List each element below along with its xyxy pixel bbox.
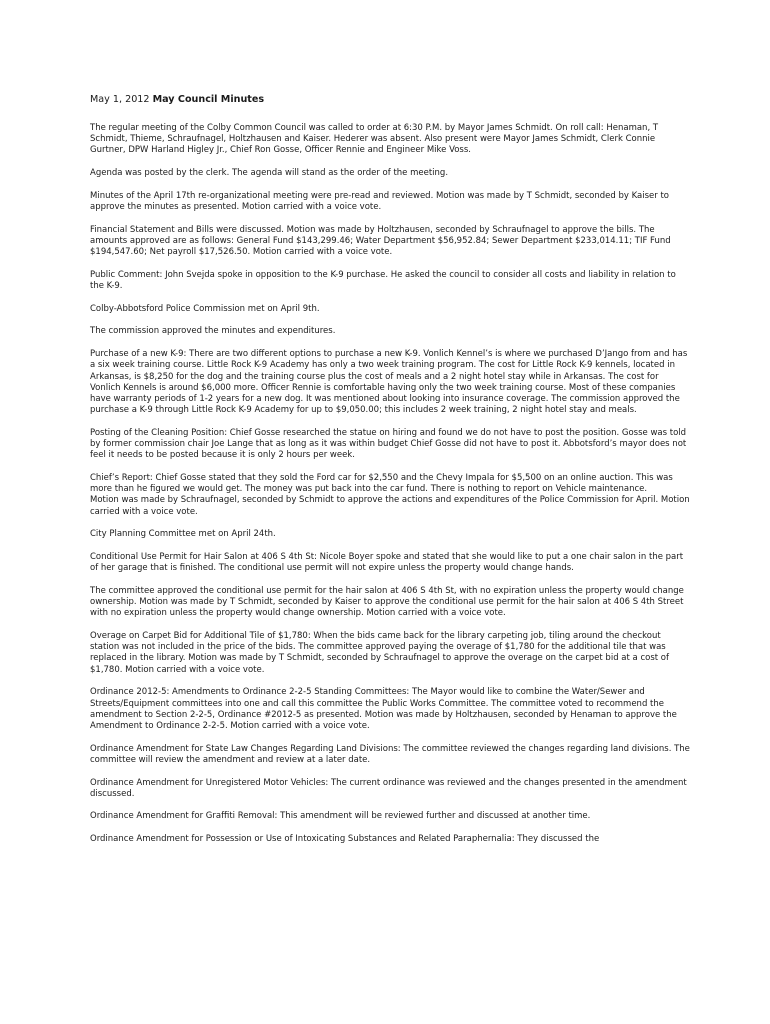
paragraph-ordinance-2012-5: Ordinance 2012-5: Amendments to Ordinance 2-2-5 Standing Committees: The Mayor would like to combine the Water/Sewer and Streets/Equipment committees into one and call this committee the Public Works Committee. The committee voted to recommend the amendment to Section 2-2-5, Ordinance #2012-5 as presented. Motion was made by Holtzhausen, seconded by Henaman to approve the Amendment to Ordinance 2-2-5. Motion carried with a voice vote.: [90, 687, 677, 731]
paragraph-carpet-overage: Overage on Carpet Bid for Additional Tile of $1,780: When the bids came back for the library carpeting job, tiling around the checkout station was not included in the price of the bids. The committee approved paying the overage of $1,780 for the additional tile that was replaced in the library. Motion was made by T Schmidt, seconded by Schraufnagel to approve the overage on the carpet bid at a cost of $1,780. Motion carried with a voice vote.: [90, 631, 669, 675]
paragraph-hair-salon-permit: Conditional Use Permit for Hair Salon at 406 S 4th St: Nicole Boyer spoke and stated that she would like to put a one chair salon in the part of her garage that is finished. The conditional use permit will not expire unless the property would change hands.: [90, 551, 684, 574]
paragraph-financial-statement: Financial Statement and Bills were discussed. Motion was made by Holtzhausen, seconded by Schraufnagel to approve the bills. The amounts approved are as follows: General Fund $143,299.46; Water Department $56,952.84; Sewer Department $233,014.11; TIF Fund $194,547.60; Net payroll $17,526.50. Motion carried with a voice vote.: [90, 224, 671, 258]
paragraph-cleaning-position: Posting of the Cleaning Position: Chief Gosse researched the statue on hiring and found we do not have to post the position. Gosse was told by former commission chair Joe Lange that as long as it was within budget Chief Gosse did not have to post it. Abbotsford’s mayor does not feel it needs to be posted because it is only 2 hours per week.: [90, 427, 687, 461]
paragraph-police-motion: Motion was made by Schraufnagel, seconded by Schmidt to approve the actions and expenditures of the Police Commission for April. Motion carried with a voice vote.: [90, 495, 690, 517]
paragraph-graffiti-removal: Ordinance Amendment for Graffiti Removal: This amendment will be reviewed further and discussed at another time.: [90, 811, 591, 822]
meeting-date: May 1, 2012: [90, 94, 150, 105]
paragraph-permit-approved: The committee approved the conditional use permit for the hair salon at 406 S 4th St, with no expiration unless the property would change ownership. Motion was made by T Schmidt, seconded by Kaiser to approve the conditional use permit for the hair salon at 406 S 4th Street with no expiration unless the property would change ownership. Motion carried with a voice vote.: [90, 585, 684, 619]
document-heading: [90, 93, 690, 106]
paragraph-k9-purchase: Purchase of a new K-9: There are two different options to purchase a new K-9. Vonlich Kennel’s is where we purchased D’Jango from and has a six week training course. Little Rock K-9 Academy has only a two week training program. The cost for Little Rock K-9 kennels, located in Arkansas, is $8,250 for the dog and the training course plus the cost of meals and a 2 night hotel stay while in Arkansas. The cost for Vonlich Kennels is around $6,000 more. Officer Rennie is comfortable having only the two week training course. Most of these companies have warranty periods of 1-2 years for a new dog. It was mentioned about looking into insurance coverage. The commission approved the purchase a K-9 through Little Rock K-9 Academy for up to $9,050.00; this includes 2 week training, 2 night hotel stay and meals.: [90, 349, 688, 416]
paragraph-call-to-order: The regular meeting of the Colby Common Council was called to order at 6:30 P.M. by Mayor James Schmidt. On roll call: Henaman, T Schmidt, Thieme, Schraufnagel, Holtzhausen and Kaiser. Hederer was absent. Also present were Mayor James Schmidt, Clerk Connie Gurtner, DPW Harland Higley Jr., Chief Ron Gosse, Officer Rennie and Engineer Mike Voss.: [90, 123, 659, 156]
minutes-document: [90, 93, 690, 857]
paragraph-public-comment: Public Comment: John Svejda spoke in opposition to the K-9 purchase. He asked the council to consider all costs and liability in relation to the K-9.: [90, 269, 676, 292]
paragraph-planning-committee: City Planning Committee met on April 24th.: [90, 529, 276, 540]
paragraph-agenda: Agenda was posted by the clerk. The agenda will stand as the order of the meeting.: [90, 168, 449, 179]
paragraph-land-divisions: Ordinance Amendment for State Law Changes Regarding Land Divisions: The committee reviewed the changes regarding land divisions. The committee will review the amendment and review at a later date.: [90, 743, 690, 765]
paragraph-police-commission: Colby-Abbotsford Police Commission met on April 9th.: [90, 303, 320, 314]
paragraph-commission-approved: The commission approved the minutes and expenditures.: [90, 326, 336, 337]
paragraph-motor-vehicles: Ordinance Amendment for Unregistered Motor Vehicles: The current ordinance was reviewed and the changes presented in the amendment discussed.: [90, 777, 687, 799]
document-title: May Council Minutes: [152, 94, 265, 105]
paragraph-minutes: Minutes of the April 17th re-organizational meeting were pre-read and reviewed. Motion was made by T Schmidt, seconded by Kaiser to approve the minutes as presented. Motion carried with a voice vote.: [90, 190, 670, 213]
paragraph-chiefs-report: Chief’s Report: Chief Gosse stated that they sold the Ford car for $2,550 and the Chevy Impala for $5,500 on an online auction. This was more than he figured we would get. The money was put back into the car fund. There is nothing to report on Vehicle maintenance.: [90, 472, 673, 495]
paragraph-intoxicating-substances: Ordinance Amendment for Possession or Use of Intoxicating Substances and Related Paraphernalia: They discussed the: [90, 834, 600, 845]
